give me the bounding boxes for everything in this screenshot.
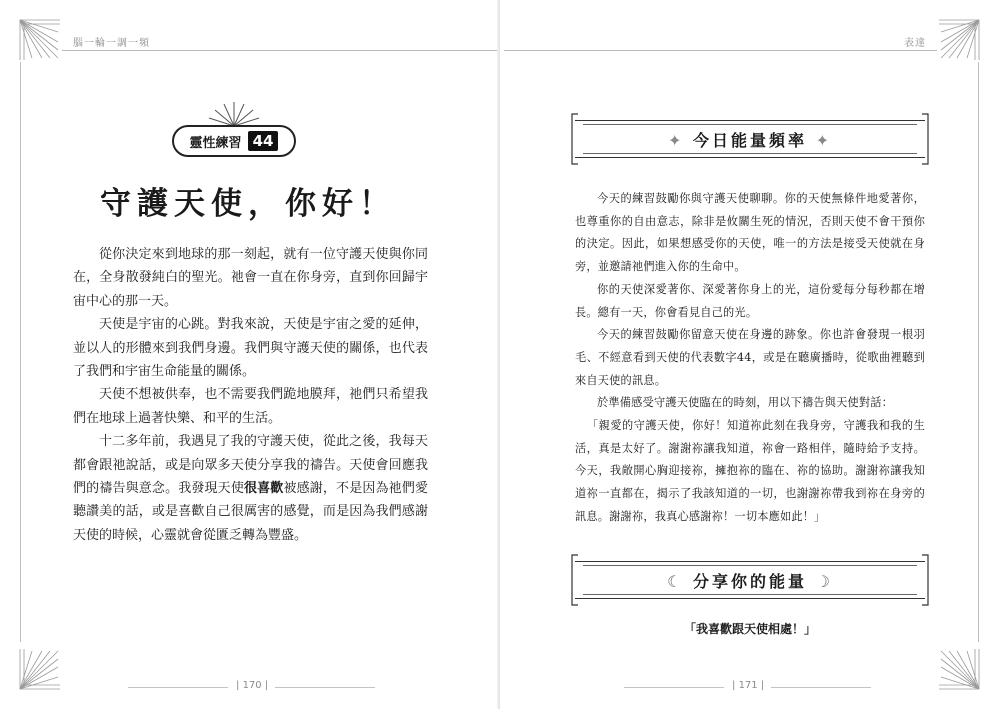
paragraph: 於準備感受守護天使臨在的時刻，用以下禱告與天使對話： (597, 396, 894, 410)
paragraph-text: 被感謝，不是因為祂們愛聽讚美的話，或是喜歡自己很厲害的感覺，而是因為我們感謝天使的時候，心靈就會從匱乏轉為豐盛。 (73, 481, 428, 543)
practice-badge (172, 125, 296, 157)
paragraph: 天使是宇宙的心跳。對我來說，天使是宇宙之愛的延伸，並以人的形體來到我們身邊。我們與守護天使的關係，也代表了我們和宇宙生命能量的關係。 (73, 317, 428, 380)
right-page (500, 0, 999, 709)
running-head: 表達 (904, 38, 926, 49)
paragraph: 今天的練習鼓勵你留意天使在身邊的跡象。你也許會發現一根羽毛、不經意看到天使的代表數字44，或是在聽廣播時，從歌曲裡聽到來自天使的訊息。 (575, 328, 925, 387)
section-title (575, 569, 925, 592)
moon-icon: ☾ (667, 572, 685, 591)
header-rule (62, 50, 498, 51)
section-title-text: 分享你的能量 (692, 572, 807, 591)
section-header-energy (575, 120, 925, 158)
section-title (575, 128, 925, 151)
header-rule (504, 50, 937, 51)
section-header-share (575, 561, 925, 599)
left-body-text (73, 243, 428, 547)
badge-number: 44 (248, 131, 279, 151)
corner-ornament-icon (937, 647, 981, 691)
running-head: 腦一輪一調一頻 (73, 38, 150, 49)
left-page (0, 0, 499, 709)
emphasis-text: 很喜歡 (243, 481, 284, 497)
corner-ornament-icon (18, 18, 62, 62)
folio-rule (624, 687, 724, 688)
folio-rule (275, 687, 375, 688)
corner-ornament-icon (937, 18, 981, 62)
sunburst-icon (206, 98, 262, 128)
page-number-value: 171 (738, 680, 758, 691)
moon-icon: ☽ (815, 572, 833, 591)
folio-rule (128, 687, 228, 688)
page-number-value: 170 (242, 680, 262, 691)
badge-label: 靈性練習 (189, 135, 242, 151)
side-rule (978, 62, 979, 642)
paragraph: 從你決定來到地球的那一刻起，就有一位守護天使與你同在，全身散發純白的聖光。祂會一直在你身旁，直到你回歸宇宙中心的那一天。 (73, 247, 428, 309)
paragraph: 天使不想被供奉，也不需要我們跪地膜拜，祂們只希望我們在地球上過著快樂、和平的生活。 (73, 387, 428, 426)
share-quote: 「我喜歡跟天使相處！」 (683, 622, 816, 636)
page-number: | 171 | (732, 680, 765, 691)
corner-ornament-icon (18, 647, 62, 691)
paragraph-text: 十二多年前，我遇見了我的守護天使，從此之後，我每天都會跟祂說話，或是向眾多天使分享我的禱告。天使會回應我們的禱告與意念。我發現天使 (73, 434, 428, 497)
page-number: | 170 | (236, 680, 269, 691)
side-rule (20, 62, 21, 642)
right-body-text (575, 188, 925, 529)
section-title-text: 今日能量頻率 (692, 131, 807, 150)
prayer-paragraph: 「親愛的守護天使，你好！知道祢此刻在我身旁，守護我和我的生活，真是太好了。謝謝祢讓我知道，祢會一路相伴，隨時給予支持。今天，我敞開心胸迎接祢，擁抱祢的臨在、祢的協助。謝謝祢讓我知道祢一直都在，揭示了我該知道的一切，也謝謝祢帶我到祢在身旁的訊息。謝謝祢，我真心感謝祢！一切本應如此！」 (575, 419, 925, 523)
star-icon: ✦ (668, 131, 685, 150)
paragraph (73, 430, 428, 547)
folio-rule (771, 687, 871, 688)
paragraph: 今天的練習鼓勵你與守護天使聊聊。你的天使無條件地愛著你，也尊重你的自由意志，除非是攸關生死的情況，否則天使不會干預你的決定。因此，如果想感受你的天使，唯一的方法是接受天使就在身旁，並邀請祂們進入你的生命中。 (575, 192, 925, 274)
paragraph: 你的天使深愛著你、深愛著你身上的光，這份愛每分每秒都在增長。總有一天，你會看見自己的光。 (575, 282, 925, 319)
star-icon: ✦ (815, 131, 832, 150)
page-title: 守護天使，你好！ (100, 186, 396, 222)
